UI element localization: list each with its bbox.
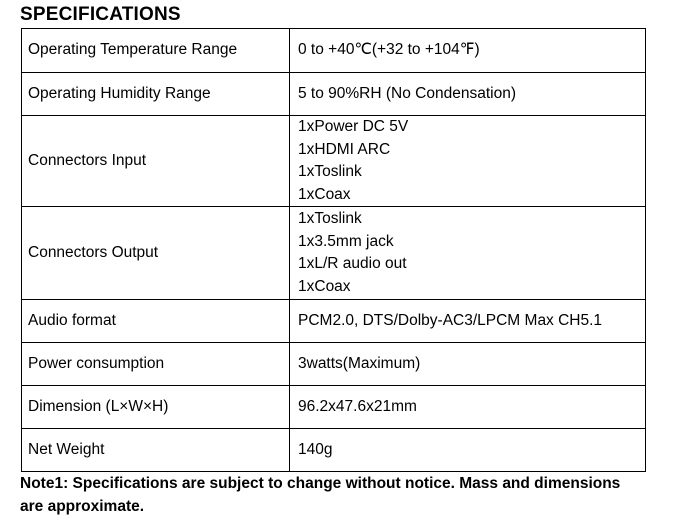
spec-value-line: 1xCoax	[298, 185, 351, 203]
specifications-table	[21, 28, 646, 472]
table-row	[22, 386, 646, 429]
spec-value-line: 5 to 90%RH (No Condensation)	[298, 84, 516, 102]
table-row	[22, 300, 646, 343]
spec-value-audio-format	[290, 300, 646, 343]
spec-value-power-consumption	[290, 343, 646, 386]
table-row	[22, 29, 646, 73]
spec-label-connectors-input: Connectors Input	[22, 116, 290, 207]
spec-value-line: 96.2x47.6x21mm	[298, 397, 417, 415]
table-row	[22, 343, 646, 386]
spec-value-line: 1xL/R audio out	[298, 255, 407, 272]
spec-label-power-consumption: Power consumption	[22, 343, 290, 386]
spec-value-line: 140g	[298, 440, 333, 458]
spec-label-net-weight: Net Weight	[22, 429, 290, 472]
spec-value-line: 0 to +40℃(+32 to +104℉)	[298, 41, 480, 59]
spec-value-net-weight	[290, 429, 646, 472]
spec-value-line: 1xPower DC 5V	[298, 118, 409, 135]
page-title: SPECIFICATIONS	[20, 4, 181, 25]
spec-value-line: 1xHDMI ARC	[298, 140, 391, 158]
footnote: Note1: Specifications are subject to change without notice. Mass and dimensions are approximate.	[20, 475, 621, 515]
spec-value-connectors-input	[290, 116, 646, 207]
table-row	[22, 429, 646, 472]
spec-value-operating-temperature	[290, 29, 646, 73]
spec-label-connectors-output: Connectors Output	[22, 207, 290, 300]
spec-label-operating-temperature: Operating Temperature Range	[22, 29, 290, 73]
spec-value-line: 1xToslink	[298, 210, 362, 227]
spec-value-line: 1x3.5mm jack	[298, 232, 394, 250]
spec-value-operating-humidity	[290, 73, 646, 116]
spec-label-audio-format: Audio format	[22, 300, 290, 343]
spec-value-line: PCM2.0, DTS/Dolby-AC3/LPCM Max CH5.1	[298, 311, 603, 329]
spec-value-line: 1xCoax	[298, 277, 351, 295]
table-row	[22, 73, 646, 116]
table-row	[22, 116, 646, 207]
spec-value-line: 3watts(Maximum)	[298, 354, 421, 372]
spec-label-operating-humidity: Operating Humidity Range	[22, 73, 290, 116]
spec-label-dimension: Dimension (L×W×H)	[22, 386, 290, 429]
spec-value-connectors-output	[290, 207, 646, 300]
table-row	[22, 207, 646, 300]
spec-value-dimension	[290, 386, 646, 429]
spec-value-line: 1xToslink	[298, 163, 362, 180]
